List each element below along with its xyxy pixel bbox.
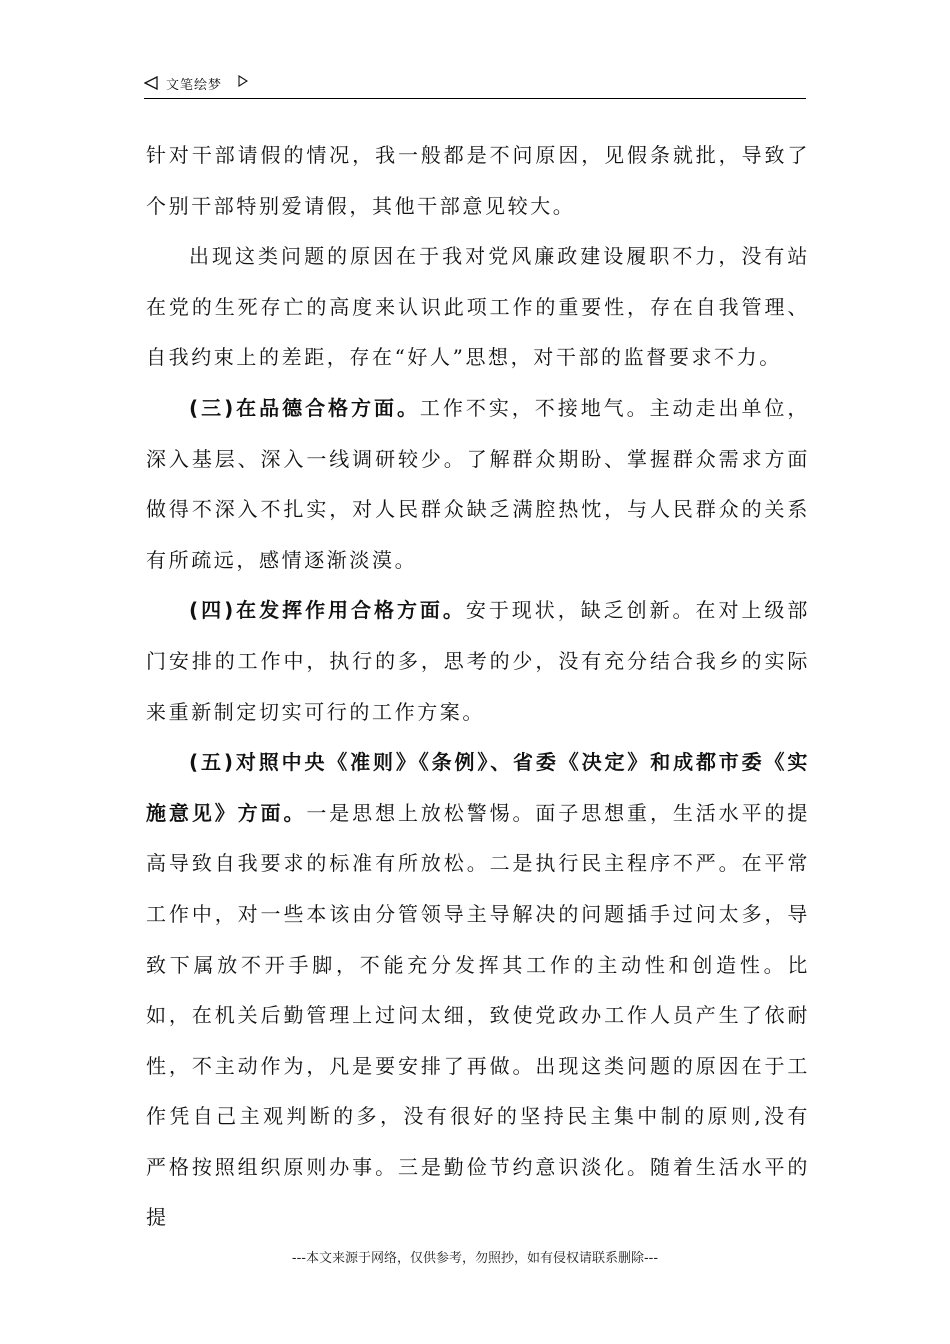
paragraph-5-text: 一是思想上放松警惕。面子思想重，生活水平的提高导致自我要求的标准有所放松。二是执行民主程序不严。在平常工作中，对一些本该由分管领导主导解决的问题插手过问太多，导致下属放不开手脚，不能充分发挥其工作的主动性和创造性。比如，在机关后勤管理上过问太细，致使党政办工作人员产生了依耐性，不主动作为，凡是要安排了再做。出现这类问题的原因在于工作凭自己主观判断的多，没有很好的坚持民主集中制的原则,没有严格按照组织原则办事。三是勤俭节约意识淡化。随着生活水平的提 (146, 800, 811, 1230)
paragraph-2-text: 出现这类问题的原因在于我对党风廉政建设履职不力，没有站在党的生死存亡的高度来认识此项工作的重要性，存在自我管理、自我约束上的差距，存在“好人”思想，对干部的监督要求不力。 (146, 244, 810, 370)
paragraph-1-text: 针对干部请假的情况，我一般都是不问原因，见假条就批，导致了个别干部特别爱请假，其他干部意见较大。 (146, 143, 810, 218)
document-body (146, 130, 810, 1243)
triangle-left-icon (144, 76, 158, 90)
paragraph-5 (146, 737, 810, 1243)
header-title: 文笔绘梦 (166, 78, 223, 93)
paragraph-3-lead: (三)在品德合格方面。 (189, 395, 420, 420)
page-header (144, 72, 806, 99)
paragraph-4 (146, 585, 810, 737)
paragraph-3 (146, 383, 810, 585)
triangle-right-icon (238, 75, 248, 87)
paragraph-5-lead: (五)对照中央《准则》《条例》、省委《决定》和成都市委《实施意见》方面。 (146, 750, 810, 825)
paragraph-1 (146, 130, 810, 231)
paragraph-4-text: 安于现状，缺乏创新。在对上级部门安排的工作中，执行的多，思考的少，没有充分结合我乡的实际来重新制定切实可行的工作方案。 (146, 598, 810, 724)
paragraph-3-text: 工作不实，不接地气。主动走出单位，深入基层、深入一线调研较少。了解群众期盼、掌握群众需求方面做得不深入不扎实，对人民群众缺乏满腔热忱，与人民群众的关系有所疏远，感情逐渐淡漠。 (146, 395, 810, 572)
paragraph-2 (146, 231, 810, 383)
paragraph-4-lead: (四)在发挥作用合格方面。 (189, 598, 466, 623)
page-footer: ---本文来源于网络，仅供参考，勿照抄，如有侵权请联系删除--- (291, 1251, 659, 1266)
